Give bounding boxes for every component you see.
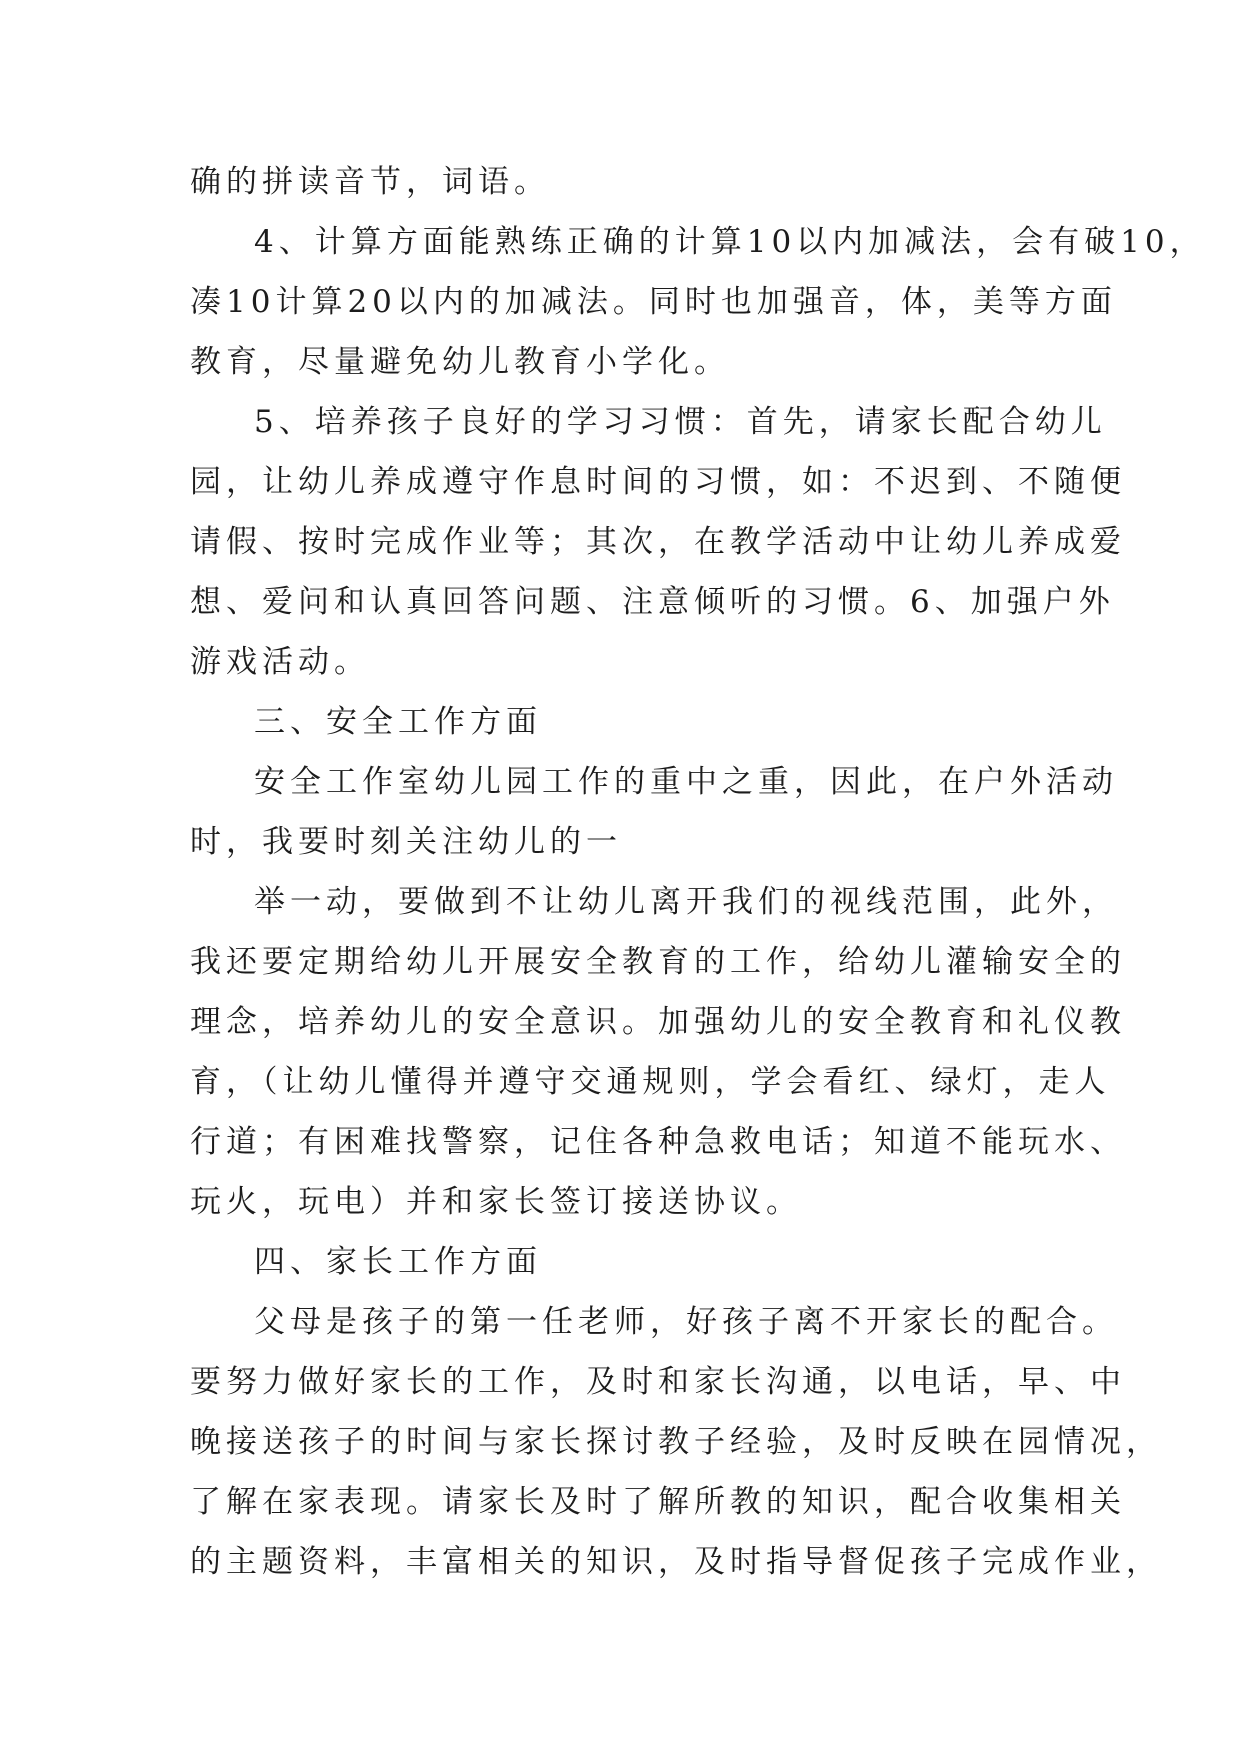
text-line-4: 教育，尽量避免幼儿教育小学化。 — [190, 344, 730, 380]
text-line-7: 请假、按时完成作业等；其次，在教学活动中让幼儿养成爱 — [190, 524, 1126, 560]
text-line-20: 父母是孩子的第一任老师，好孩子离不开家长的配合。 — [254, 1304, 1118, 1340]
text-line-9: 游戏活动。 — [190, 644, 370, 680]
text-line-16: 育，（让幼儿懂得并遵守交通规则，学会看红、绿灯，走人 — [190, 1064, 1111, 1100]
text-line-17: 行道；有困难找警察，记住各种急救电话；知道不能玩水、 — [190, 1124, 1126, 1160]
document-body — [190, 152, 1206, 1592]
text-line-13: 举一动，要做到不让幼儿离开我们的视线范围，此外， — [254, 884, 1118, 920]
text-line-1: 确的拼读音节，词语。 — [190, 164, 550, 200]
text-line-2: 4、计算方面能熟练正确的计算10以内加减法，会有破10， — [254, 224, 1206, 260]
text-line-14: 我还要定期给幼儿开展安全教育的工作，给幼儿灌输安全的 — [190, 944, 1126, 980]
text-line-6: 园，让幼儿养成遵守作息时间的习惯，如：不迟到、不随便 — [190, 464, 1126, 500]
section-heading-safety: 三、安全工作方面 — [254, 704, 542, 740]
text-line-21: 要努力做好家长的工作，及时和家长沟通，以电话，早、中 — [190, 1364, 1126, 1400]
text-line-18: 玩火，玩电）并和家长签订接送协议。 — [190, 1184, 802, 1220]
text-line-15: 理念，培养幼儿的安全意识。加强幼儿的安全教育和礼仪教 — [190, 1004, 1126, 1040]
text-line-11: 安全工作室幼儿园工作的重中之重，因此，在户外活动 — [254, 764, 1118, 800]
text-line-12: 时，我要时刻关注幼儿的一 — [190, 824, 622, 860]
text-line-3: 凑10计算20以内的加减法。同时也加强音，体，美等方面 — [190, 284, 1117, 320]
text-line-23: 了解在家表现。请家长及时了解所教的知识，配合收集相关 — [190, 1484, 1126, 1520]
text-line-24: 的主题资料，丰富相关的知识，及时指导督促孩子完成作业， — [190, 1544, 1162, 1580]
text-line-22: 晚接送孩子的时间与家长探讨教子经验，及时反映在园情况， — [190, 1424, 1162, 1460]
text-line-5: 5、培养孩子良好的学习习惯：首先，请家长配合幼儿 — [254, 404, 1107, 440]
section-heading-parents: 四、家长工作方面 — [254, 1244, 542, 1280]
text-line-8: 想、爱问和认真回答问题、注意倾听的习惯。6、加强户外 — [190, 584, 1115, 620]
